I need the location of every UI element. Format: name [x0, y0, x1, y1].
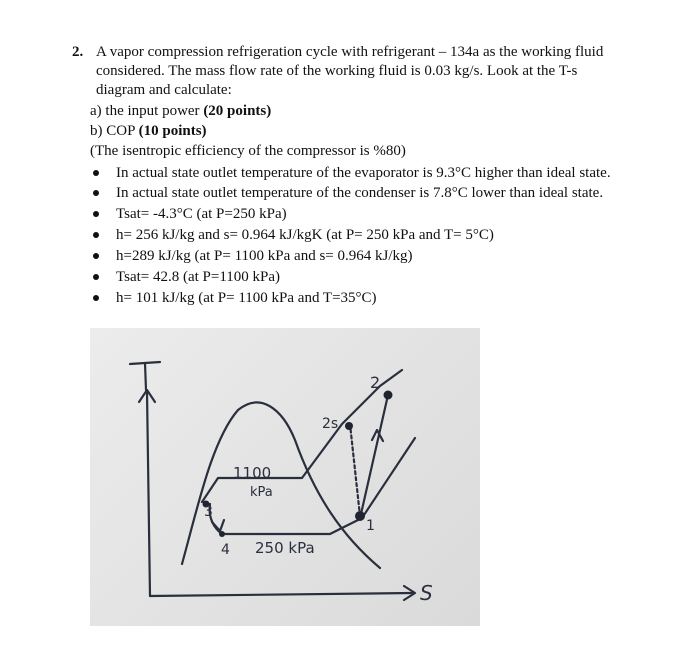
bullet-dot [93, 253, 99, 259]
axis-s-label: S [420, 581, 433, 605]
low-pressure-label: 250 kPa [255, 539, 315, 557]
state-2s-label: 2s [322, 416, 339, 432]
ts-diagram-photo [90, 328, 480, 626]
efficiency-note: (The isentropic efficiency of the compressor is %80) [90, 143, 406, 159]
state-3-label: 3 [204, 504, 213, 520]
point-1 [355, 511, 365, 521]
bullet-item: Tsat= 42.8 (at P=1100 kPa) [116, 269, 281, 285]
throttling-arrow [212, 520, 224, 531]
part-a-points: (20 points) [203, 103, 272, 119]
question-line-3: diagram and calculate: [96, 82, 232, 98]
part-b [90, 122, 207, 140]
axis-t-label: T [136, 358, 137, 359]
part-b-text: b) COP [90, 123, 139, 139]
high-pressure-label: 1100 [233, 464, 272, 482]
t-axis-line [147, 392, 150, 596]
bullet-item: In actual state outlet temperature of the evaporator is 9.3°C higher than ideal state. [116, 165, 611, 181]
part-a [90, 102, 271, 120]
bullet-item: Tsat= -4.3°C (at P=250 kPa) [116, 206, 287, 222]
bullet-item: In actual state outlet temperature of the condenser is 7.8°C lower than ideal state. [116, 185, 604, 201]
bullet-dot [93, 295, 99, 301]
point-2s [345, 422, 353, 430]
part-b-points: (10 points) [138, 123, 207, 139]
point-4 [219, 531, 225, 537]
state-4-label: 4 [221, 542, 230, 558]
s-axis-line [150, 593, 412, 596]
state-2-label: 2 [370, 373, 381, 392]
actual-compression [361, 395, 388, 514]
bullet-item: h= 256 kJ/kg and s= 0.964 kJ/kgK (at P= 250 kPa and T= 5°C) [116, 227, 494, 243]
question-line-1: A vapor compression refrigeration cycle with refrigerant – 134a as the working fluid [96, 44, 604, 60]
part-a-text: a) the input power [90, 103, 204, 119]
bullet-item: h=289 kJ/kg (at P= 1100 kPa and s= 0.964 kJ/kg) [116, 248, 413, 264]
state-1-label: 1 [366, 518, 375, 534]
bullet-item: h= 101 kJ/kg (at P= 1100 kPa and T=35°C) [116, 290, 377, 306]
bullet-dot [93, 274, 99, 280]
question-number: 2. [72, 44, 84, 60]
t-label-stem [145, 363, 146, 390]
bullet-dot [93, 211, 99, 217]
isentropic-compression [350, 424, 360, 516]
question-line-2: considered. The mass flow rate of the working fluid is 0.03 kg/s. Look at the T-s [96, 63, 578, 79]
point-2 [384, 391, 393, 400]
bullet-dot [93, 190, 99, 196]
bullet-dot [93, 170, 99, 176]
ts-diagram [90, 328, 480, 626]
high-pressure-unit-label: kPa [250, 485, 273, 500]
bullet-dot [93, 232, 99, 238]
